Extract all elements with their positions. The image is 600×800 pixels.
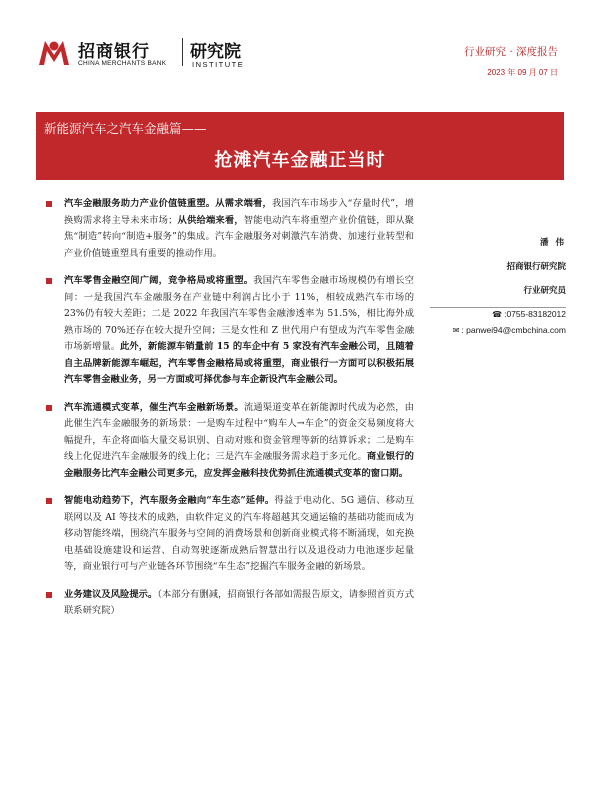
bullet-square-icon: [46, 498, 52, 504]
institute-name-en: INSTITUTE: [192, 60, 245, 69]
para-lead: 业务建议及风险提示。: [64, 588, 158, 600]
para-text: 我国汽车零售金融市场规模仍有增长空间：一是我国汽车金融服务在产业链中利润占比小于 11%，相较成熟汽车市场的 23%仍有较大差距；二是 2022 年我国汽车零售金融渗透率为 51.5%，相比海外成熟市场的 70%还存在较大提升空间；三是女性和 Z 世代用户有望成为汽车零售金融市场新增量。: [64, 275, 414, 352]
author-org: 招商银行研究院: [506, 262, 566, 272]
report-header: [0, 0, 600, 95]
brand-name-cn: 招商银行: [78, 42, 150, 62]
para-text: 得益于电动化、5G 通信、移动互联网以及 AI 等技术的成熟，由软件定义的汽车将超越其交通运输的基础功能而成为移动智能终端，围绕汽车服务与空间的消费场景和创新商业模式将不断涌现，如充换电基础设施建设和运营、自动驾驶逐渐成熟后智慧出行以及退役动力电池逐步起量等，商业银行可与产业链各环节围绕“车生态”挖掘汽车服务金融的新场景。: [64, 495, 414, 572]
cmb-logo-icon: [37, 37, 71, 67]
para-lead: 汽车零售金融空间广阔，竞争格局或将重塑。: [64, 275, 254, 286]
brand-name-en: CHINA MERCHANTS BANK: [78, 60, 167, 67]
mail-icon: ✉: [452, 326, 460, 335]
para-lead: 汽车流通模式变革，催生汽车金融新场景。: [64, 401, 244, 413]
para-bold: 从需求端看，: [215, 198, 272, 209]
author-phone: ☎ :0755-83182012: [492, 309, 566, 319]
summary-paragraph-2: [42, 273, 414, 389]
para-bold: 从供给端来看，: [177, 214, 244, 226]
title-banner: [36, 112, 564, 180]
summary-paragraph-3: [42, 400, 414, 483]
para-lead: 汽车金融服务助力产业价值链重塑。: [64, 198, 216, 209]
para-bold: 此外，新能源车销量前 15 的车企中有 5 家没有汽车金融公司，且随着自主品牌新能源车崛起，汽车零售金融格局或将重塑，商业银行一方面可以积极拓展汽车零售金融业务，另一方面或可择优参与车企新设汽车金融公司。: [64, 341, 414, 385]
phone-number: 0755-83182012: [506, 309, 566, 319]
bullet-square-icon: [46, 405, 52, 411]
summary-paragraph-5: [42, 587, 414, 620]
series-subtitle: 新能源汽车之汽车金融篇——: [44, 121, 207, 136]
author-title: 行业研究员: [523, 286, 566, 296]
bullet-square-icon: [46, 201, 52, 207]
report-type: 行业研究 · 深度报告: [463, 46, 558, 58]
para-text: 智能电动汽车将重塑产业价值链，即从聚焦“制造”转向“制造+服务”的集成。汽车金融服务对刺激汽车消费、加速行业转型和产业价值链重塑具有重要的推动作用。: [64, 214, 414, 259]
institute-name-cn: 研究院: [190, 42, 241, 62]
author-email[interactable]: ✉ : panwei94@cmbchina.com: [452, 325, 566, 335]
para-bold: 商业银行的金融服务比汽车金融公司更多元，应发挥金融科技优势抓住流通模式变革的窗口期。: [64, 451, 414, 479]
report-date: 2023 年 09 月 07 日: [487, 68, 558, 77]
author-divider: [430, 307, 566, 308]
author-name: 潘 伟: [540, 238, 566, 248]
para-text: 流通渠道变革在新能源时代成为必然，由此催生汽车金融服务的新场景：一是购车过程中“购车人→车企”的资金交易频度将大幅提升，车企将面临大量交易识别、自动对账和资金管理等新的结算诉求；二是购车线上化促进汽车金融服务的线上化；三是汽车金融服务需求趋于多元化。: [64, 401, 414, 462]
logo-divider: [182, 38, 183, 66]
para-lead: 智能电动趋势下，汽车服务金融向“车生态”延伸。: [64, 495, 275, 506]
phone-icon: ☎: [492, 310, 503, 319]
summary-paragraph-1: [42, 196, 414, 262]
bullet-square-icon: [46, 278, 52, 284]
report-title: 抢滩汽车金融正当时: [214, 150, 386, 171]
para-text: 我国汽车市场步入“存量时代”，增换购需求将主导未来市场；: [64, 198, 414, 226]
email-address[interactable]: panwei94@cmbchina.com: [466, 325, 566, 335]
summary-body: [42, 196, 414, 631]
bullet-square-icon: [46, 592, 52, 598]
para-text: （本部分有删减，招商银行各部如需报告原文，请参照首页方式联系研究院）: [64, 588, 414, 616]
summary-paragraph-4: [42, 493, 414, 576]
